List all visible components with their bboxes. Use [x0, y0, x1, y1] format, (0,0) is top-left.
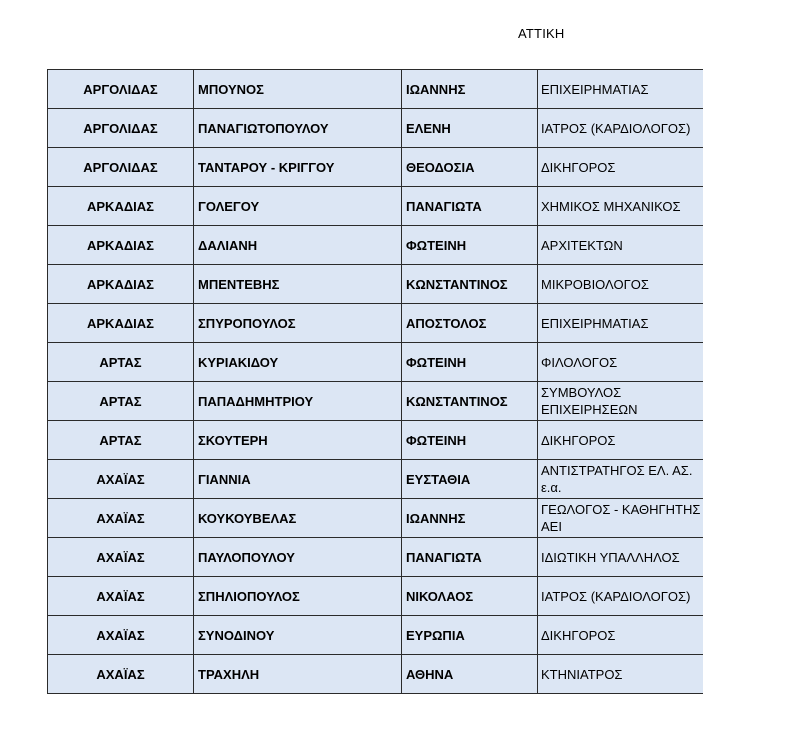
prefecture-cell: ΑΧΑΪΑΣ [48, 538, 194, 577]
table-row [48, 382, 703, 421]
profession-cell: ΜΙΚΡΟΒΙΟΛΟΓΟΣ [538, 265, 703, 304]
prefecture-cell: ΑΡΤΑΣ [48, 382, 194, 421]
first-name-cell: ΚΩΝΣΤΑΝΤΙΝΟΣ [402, 265, 538, 304]
profession-cell: ΙΑΤΡΟΣ (ΚΑΡΔΙΟΛΟΓΟΣ) [538, 577, 703, 616]
profession-cell: ΕΠΙΧΕΙΡΗΜΑΤΙΑΣ [538, 70, 703, 109]
table-row [48, 460, 703, 499]
table-row [48, 148, 703, 187]
profession-cell: ΕΠΙΧΕΙΡΗΜΑΤΙΑΣ [538, 304, 703, 343]
profession-cell: ΙΑΤΡΟΣ (ΚΑΡΔΙΟΛΟΓΟΣ) [538, 109, 703, 148]
first-name-cell: ΦΩΤΕΙΝΗ [402, 226, 538, 265]
surname-cell: ΠΑΝΑΓΙΩΤΟΠΟΥΛΟΥ [194, 109, 402, 148]
profession-cell: ΑΡΧΙΤΕΚΤΩΝ [538, 226, 703, 265]
surname-cell: ΚΟΥΚΟΥΒΕΛΑΣ [194, 499, 402, 538]
table-row [48, 109, 703, 148]
first-name-cell: ΚΩΝΣΤΑΝΤΙΝΟΣ [402, 382, 538, 421]
first-name-cell: ΦΩΤΕΙΝΗ [402, 421, 538, 460]
profession-cell: ΔΙΚΗΓΟΡΟΣ [538, 421, 703, 460]
surname-cell: ΠΑΠΑΔΗΜΗΤΡΙΟΥ [194, 382, 402, 421]
first-name-cell: ΕΥΣΤΑΘΙΑ [402, 460, 538, 499]
first-name-cell: ΕΛΕΝΗ [402, 109, 538, 148]
prefecture-cell: ΑΡΚΑΔΙΑΣ [48, 187, 194, 226]
profession-cell: ΔΙΚΗΓΟΡΟΣ [538, 148, 703, 187]
table-row [48, 265, 703, 304]
table-row [48, 421, 703, 460]
surname-cell: ΓΟΛΕΓΟΥ [194, 187, 402, 226]
first-name-cell: ΘΕΟΔΟΣΙΑ [402, 148, 538, 187]
table-row [48, 577, 703, 616]
profession-cell: ΑΝΤΙΣΤΡΑΤΗΓΟΣ ΕΛ. ΑΣ. ε.α. [538, 460, 703, 499]
profession-cell: ΦΙΛΟΛΟΓΟΣ [538, 343, 703, 382]
table-row [48, 343, 703, 382]
surname-cell: ΣΠΗΛΙΟΠΟΥΛΟΣ [194, 577, 402, 616]
candidates-table [47, 69, 703, 694]
profession-cell: ΔΙΚΗΓΟΡΟΣ [538, 616, 703, 655]
prefecture-cell: ΑΧΑΪΑΣ [48, 616, 194, 655]
profession-cell: ΙΔΙΩΤΙΚΗ ΥΠΑΛΛΗΛΟΣ [538, 538, 703, 577]
surname-cell: ΣΥΝΟΔΙΝΟΥ [194, 616, 402, 655]
first-name-cell: ΠΑΝΑΓΙΩΤΑ [402, 187, 538, 226]
prefecture-cell: ΑΧΑΪΑΣ [48, 577, 194, 616]
first-name-cell: ΝΙΚΟΛΑΟΣ [402, 577, 538, 616]
table-row [48, 187, 703, 226]
profession-cell: ΚΤΗΝΙΑΤΡΟΣ [538, 655, 703, 694]
prefecture-cell: ΑΡΤΑΣ [48, 421, 194, 460]
table-row [48, 70, 703, 109]
surname-cell: ΚΥΡΙΑΚΙΔΟΥ [194, 343, 402, 382]
first-name-cell: ΕΥΡΩΠΙΑ [402, 616, 538, 655]
prefecture-cell: ΑΡΚΑΔΙΑΣ [48, 226, 194, 265]
prefecture-cell: ΑΡΓΟΛΙΔΑΣ [48, 148, 194, 187]
surname-cell: ΜΠΟΥΝΟΣ [194, 70, 402, 109]
prefecture-cell: ΑΡΚΑΔΙΑΣ [48, 265, 194, 304]
table-row [48, 304, 703, 343]
table-row [48, 538, 703, 577]
table-row [48, 226, 703, 265]
prefecture-cell: ΑΡΤΑΣ [48, 343, 194, 382]
table-row [48, 655, 703, 694]
table-row [48, 499, 703, 538]
first-name-cell: ΙΩΑΝΝΗΣ [402, 70, 538, 109]
surname-cell: ΣΚΟΥΤΕΡΗ [194, 421, 402, 460]
prefecture-cell: ΑΧΑΪΑΣ [48, 460, 194, 499]
prefecture-cell: ΑΧΑΪΑΣ [48, 499, 194, 538]
candidates-table-body [48, 70, 703, 694]
table-row [48, 616, 703, 655]
prefecture-cell: ΑΧΑΪΑΣ [48, 655, 194, 694]
surname-cell: ΤΡΑΧΗΛΗ [194, 655, 402, 694]
surname-cell: ΤΑΝΤΑΡΟΥ - ΚΡΙΓΓΟΥ [194, 148, 402, 187]
surname-cell: ΔΑΛΙΑΝΗ [194, 226, 402, 265]
first-name-cell: ΑΠΟΣΤΟΛΟΣ [402, 304, 538, 343]
prefecture-cell: ΑΡΓΟΛΙΔΑΣ [48, 109, 194, 148]
prefecture-cell: ΑΡΚΑΔΙΑΣ [48, 304, 194, 343]
first-name-cell: ΦΩΤΕΙΝΗ [402, 343, 538, 382]
profession-cell: ΓΕΩΛΟΓΟΣ - ΚΑΘΗΓΗΤΗΣ ΑΕΙ [538, 499, 703, 538]
profession-cell: ΣΥΜΒΟΥΛΟΣ ΕΠΙΧΕΙΡΗΣΕΩΝ [538, 382, 703, 421]
surname-cell: ΣΠΥΡΟΠΟΥΛΟΣ [194, 304, 402, 343]
surname-cell: ΠΑΥΛΟΠΟΥΛΟΥ [194, 538, 402, 577]
surname-cell: ΓΙΑΝΝΙΑ [194, 460, 402, 499]
profession-cell: ΧΗΜΙΚΟΣ ΜΗΧΑΝΙΚΟΣ [538, 187, 703, 226]
first-name-cell: ΑΘΗΝΑ [402, 655, 538, 694]
surname-cell: ΜΠΕΝΤΕΒΗΣ [194, 265, 402, 304]
first-name-cell: ΙΩΑΝΝΗΣ [402, 499, 538, 538]
region-header: ΑΤΤΙΚΗ [518, 26, 565, 41]
prefecture-cell: ΑΡΓΟΛΙΔΑΣ [48, 70, 194, 109]
first-name-cell: ΠΑΝΑΓΙΩΤΑ [402, 538, 538, 577]
